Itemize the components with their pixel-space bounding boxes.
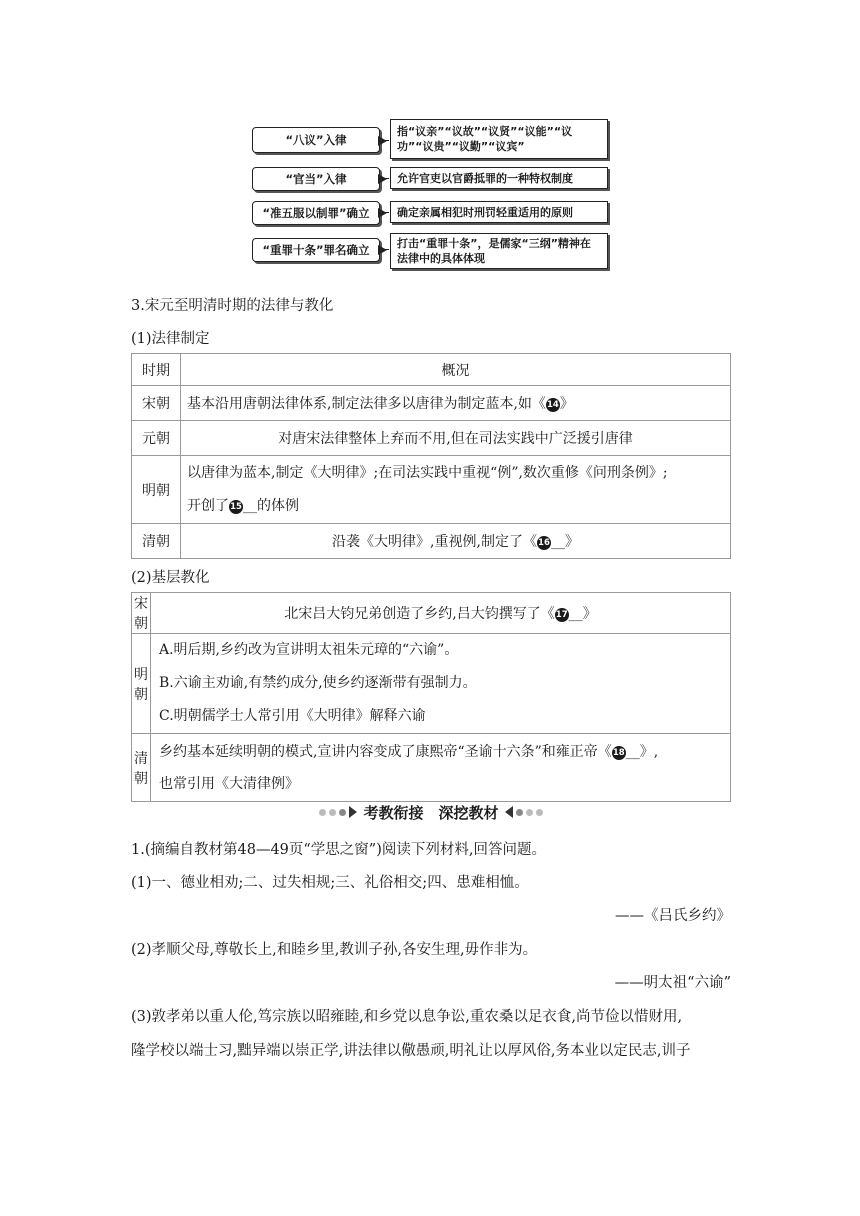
education-table xyxy=(131,592,731,802)
subsection-title: (2)基层教化 xyxy=(131,570,210,586)
number-badge: 17 xyxy=(555,610,568,620)
period-cell: 宋朝 xyxy=(132,386,181,421)
period-cell: 清朝 xyxy=(132,734,151,802)
desc-cell: 北宋吕大钧兄弟创造了乡约,吕大钧撰写了《17__》 xyxy=(151,593,731,634)
question-stem: 1.(摘编自教材第48—49页“学思之窗”)阅读下列材料,回答问题。 xyxy=(131,842,546,858)
decorative-dots-icon xyxy=(505,806,543,818)
diagram-right-box: 允许官吏以官爵抵罪的一种特权制度 xyxy=(390,167,608,189)
list-item: B.六谕主劝谕,有禁约成分,使乡约逐渐带有强制力。 xyxy=(159,675,477,691)
material-text: 隆学校以端士习,黜异端以崇正学,讲法律以儆愚顽,明礼让以厚风俗,务本业以定民志,训子 xyxy=(131,1043,691,1059)
table-row xyxy=(132,524,731,559)
list-item: A.明后期,乡约改为宣讲明太祖朱元璋的“六谕”。 xyxy=(159,642,459,658)
diagram-right-box: 指“议亲”“议故”“议贤”“议能”“议功”“议贵”“议勤”“议宾” xyxy=(390,119,608,159)
diagram-right-box: 确定亲属相犯时刑罚轻重适用的原则 xyxy=(390,201,608,223)
number-badge: 14 xyxy=(546,400,559,410)
material-text: (3)敦孝弟以重人伦,笃宗族以昭雍睦,和乡党以息争讼,重农桑以足衣食,尚节俭以惜财用, xyxy=(131,1009,683,1025)
subsection-title: (1)法律制定 xyxy=(131,331,210,347)
number-badge: 16 xyxy=(538,538,550,548)
material-text: (1)一、德业相劝;二、过失相规;三、礼俗相交;四、患难相恤。 xyxy=(131,875,529,891)
list-item: C.明朝儒学士人常引用《大明律》解释六谕 xyxy=(159,708,426,724)
table-row xyxy=(132,593,731,634)
period-cell: 明朝 xyxy=(132,634,151,734)
period-cell: 明朝 xyxy=(132,456,181,524)
decorative-dots-icon xyxy=(319,806,357,818)
period-cell: 宋朝 xyxy=(132,593,151,634)
material-text: (2)孝顺父母,尊敬长上,和睦乡里,教训子孙,各安生理,毋作非为。 xyxy=(131,942,538,958)
desc-cell: 基本沿用唐朝法律体系,制定法律多以唐律为制定蓝本,如《14》 xyxy=(181,386,731,421)
material-source: ——明太祖“六谕” xyxy=(614,975,731,991)
diagram-left-box: “准五服以制罪”确立 xyxy=(252,201,380,225)
material-source: ——《吕氏乡约》 xyxy=(615,908,731,924)
number-badge: 18 xyxy=(612,747,625,758)
diagram-right-box: 打击“重罪十条”，是儒家“三纲”精神在法律中的具体体现 xyxy=(390,233,608,269)
arrow-icon xyxy=(379,249,389,250)
arrow-icon xyxy=(379,212,389,213)
period-cell: 清朝 xyxy=(132,524,181,559)
table-row xyxy=(132,421,731,456)
arrow-icon xyxy=(379,178,389,179)
table-row xyxy=(132,634,731,734)
desc-cell: 以唐律为蓝本,制定《大明律》;在司法实践中重视“例”,数次重修《问刑条例》; 开创了15__的体例 xyxy=(181,456,731,524)
diagram-left-box: “八议”入律 xyxy=(252,127,380,153)
section-title: 3.宋元至明清时期的法律与教化 xyxy=(131,298,334,314)
table-header-row xyxy=(132,354,731,386)
section-banner xyxy=(300,801,562,823)
diagram-left-box: “官当”入律 xyxy=(252,167,380,191)
number-badge: 15 xyxy=(230,501,242,512)
header-cell: 概况 xyxy=(181,354,731,386)
diagram-left-box: “重罪十条”罪名确立 xyxy=(252,238,380,262)
table-row xyxy=(132,386,731,421)
desc-cell: 沿袭《大明律》,重视例,制定了《16__》 xyxy=(181,524,731,559)
period-cell: 元朝 xyxy=(132,421,181,456)
table-row xyxy=(132,456,731,524)
arrow-icon xyxy=(379,140,389,141)
desc-cell: 乡约基本延续明朝的模式,宣讲内容变成了康熙帝“圣谕十六条”和雍正帝《18__》, 也常引用《大清律例》 xyxy=(151,734,731,802)
desc-cell xyxy=(151,634,731,734)
law-table xyxy=(131,353,731,559)
banner-title: 考教衔接 深挖教材 xyxy=(363,803,499,822)
desc-cell: 对唐宋法律整体上弃而不用,但在司法实践中广泛援引唐律 xyxy=(181,421,731,456)
header-cell: 时期 xyxy=(132,354,181,386)
table-row xyxy=(132,734,731,802)
